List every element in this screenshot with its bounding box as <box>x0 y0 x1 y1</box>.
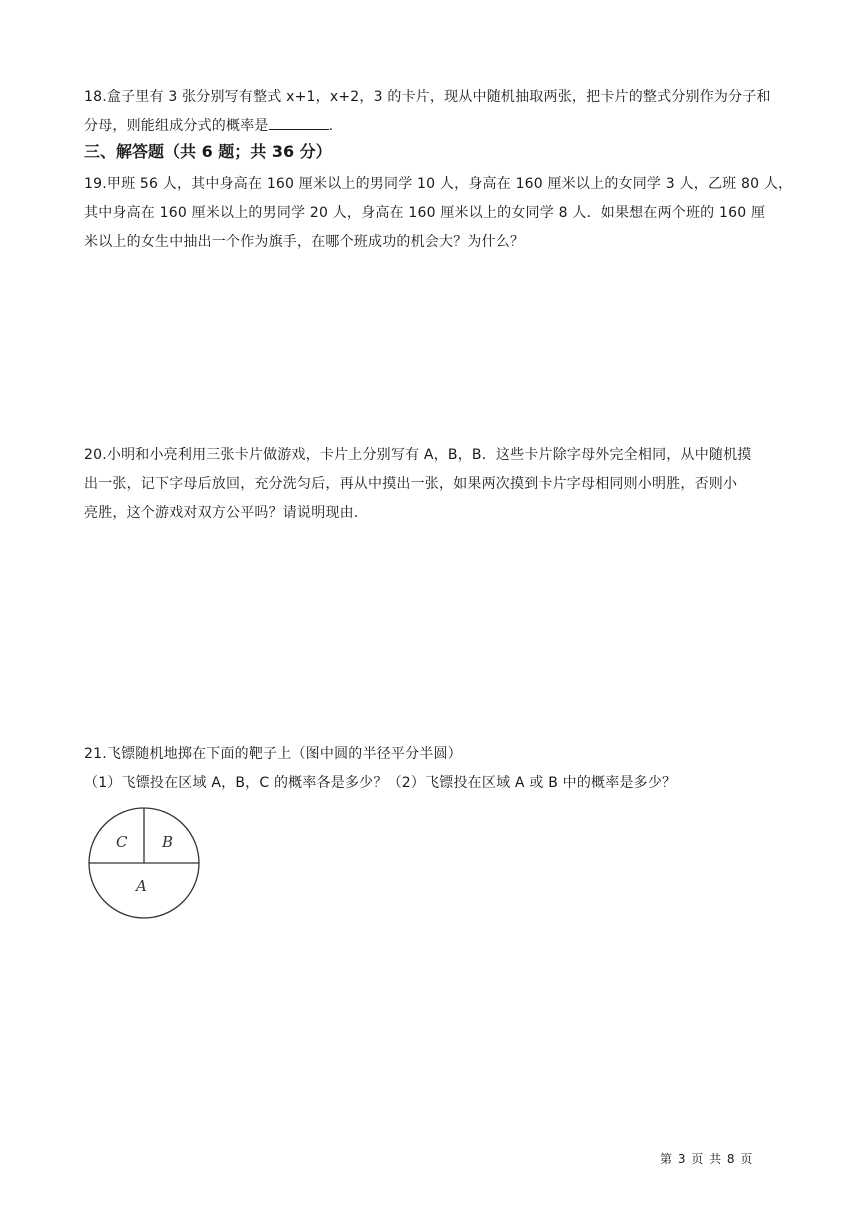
question-21-line-2: （1）飞镖投在区域 A，B，C 的概率各是多少？（2）飞镖投在区域 A 或 B 中的概率是多少？ <box>84 775 677 791</box>
answer-blank[interactable] <box>269 115 329 130</box>
question-19 <box>84 170 793 257</box>
question-19-line-1: 19.甲班 56 人，其中身高在 160 厘米以上的男同学 10 人，身高在 160 厘米以上的女同学 3 人，乙班 80 人， <box>84 176 793 192</box>
question-20 <box>84 441 784 528</box>
page-number: 第 3 页 共 8 页 <box>660 1152 754 1166</box>
region-b-label: B <box>162 833 174 851</box>
question-18-line-1: 18.盒子里有 3 张分别写有整式 x+1，x+2，3 的卡片，现从中随机抽取两张，把卡片的整式分别作为分子和 <box>84 89 771 105</box>
region-a-label: A <box>136 877 147 895</box>
question-18-line-2 <box>84 112 784 141</box>
question-18-line-2-end: . <box>328 118 334 134</box>
question-20-line-2: 出一张，记下字母后放回，充分洗匀后，再从中摸出一张，如果两次摸到卡片字母相同则小明胜，否则小 <box>84 476 738 492</box>
question-18 <box>84 83 784 141</box>
region-c-label: C <box>116 833 128 851</box>
question-19-line-2: 其中身高在 160 厘米以上的男同学 20 人，身高在 160 厘米以上的女同学 8 人．如果想在两个班的 160 厘 <box>84 205 766 221</box>
question-20-line-3: 亮胜，这个游戏对双方公平吗？请说明现由. <box>84 505 359 521</box>
question-20-line-1: 20.小明和小亮利用三张卡片做游戏，卡片上分别写有 A，B，B．这些卡片除字母外完全相同，从中随机摸 <box>84 447 752 463</box>
question-18-line-2-text: 分母，则能组成分式的概率是 <box>84 118 269 134</box>
section-heading: 三、解答题（共 6 题；共 36 分） <box>84 142 332 161</box>
question-19-line-3: 米以上的女生中抽出一个作为旗手，在哪个班成功的机会大？为什么？ <box>84 234 525 250</box>
question-21 <box>84 740 784 798</box>
dartboard-figure <box>86 805 202 921</box>
question-21-line-1: 21.飞镖随机地掷在下面的靶子上（图中圆的半径平分半圆） <box>84 746 462 762</box>
